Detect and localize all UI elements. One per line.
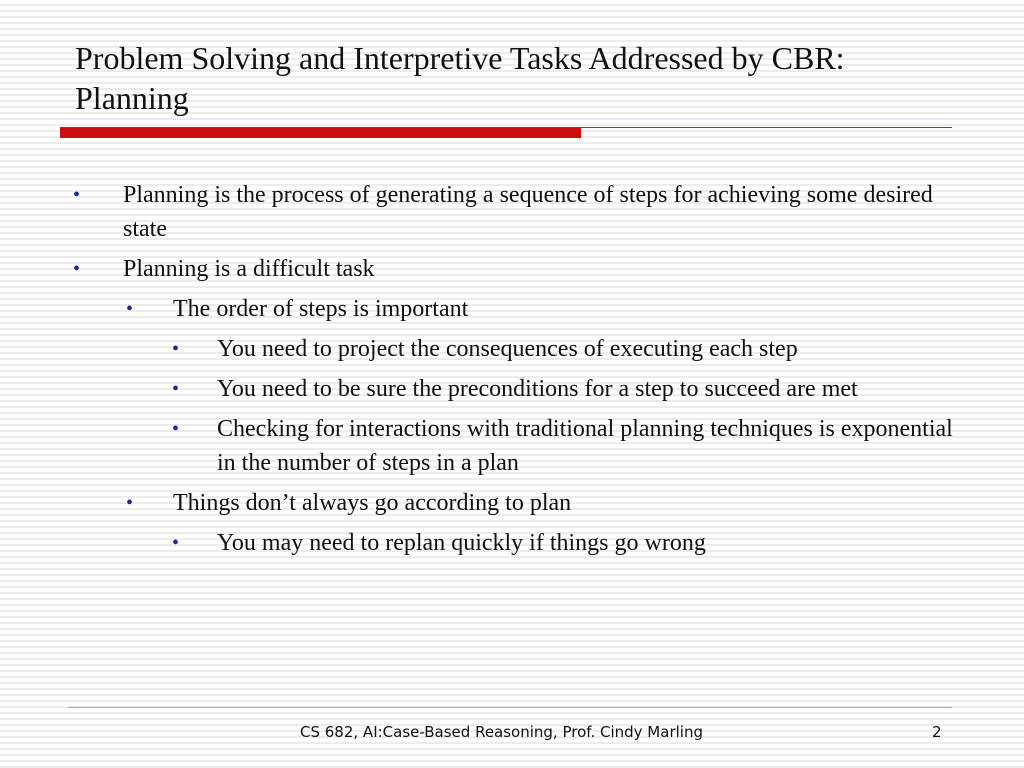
- bullet-marker: •: [73, 184, 81, 206]
- bullet-text: Checking for interactions with traditional planning techniques is exponential in the number of steps in a plan: [217, 416, 953, 476]
- bullet-marker: •: [126, 492, 134, 514]
- bullet-text: Planning is a difficult task: [123, 256, 375, 282]
- bullet-text: You need to be sure the preconditions for a step to succeed are met: [217, 376, 858, 402]
- bullet-marker: •: [172, 338, 180, 360]
- bullet-text: The order of steps is important: [173, 296, 469, 322]
- sub-sub-bullet-item: [0, 526, 957, 560]
- bullet-text: You may need to replan quickly if things go wrong: [217, 530, 706, 556]
- bullet-item: [0, 178, 943, 246]
- bullet-text: Things don’t always go according to plan: [173, 490, 572, 516]
- bullet-marker: •: [172, 532, 180, 554]
- bullet-marker: •: [126, 298, 134, 320]
- bullet-marker: •: [172, 418, 180, 440]
- footer-divider: [68, 707, 952, 708]
- slide-content: [0, 178, 1024, 566]
- title-underline-thick: [60, 128, 581, 138]
- footer-caption: CS 682, AI:Case-Based Reasoning, Prof. Cindy Marling: [300, 723, 703, 741]
- sub-sub-bullet-item: [0, 332, 957, 366]
- sub-bullet-item: [0, 292, 953, 326]
- bullet-text: You need to project the consequences of executing each step: [217, 336, 798, 362]
- sub-bullet-item: [0, 486, 953, 520]
- sub-sub-bullet-item: [0, 372, 957, 406]
- slide-title: Problem Solving and Interpretive Tasks Addressed by CBR: Planning: [75, 40, 845, 116]
- bullet-marker: •: [172, 378, 180, 400]
- bullet-text: Planning is the process of generating a sequence of steps for achieving some desired state: [123, 182, 933, 242]
- bullet-item: [0, 252, 943, 286]
- bullet-marker: •: [73, 258, 81, 280]
- page-number: 2: [932, 723, 942, 741]
- sub-sub-bullet-item: [0, 412, 957, 480]
